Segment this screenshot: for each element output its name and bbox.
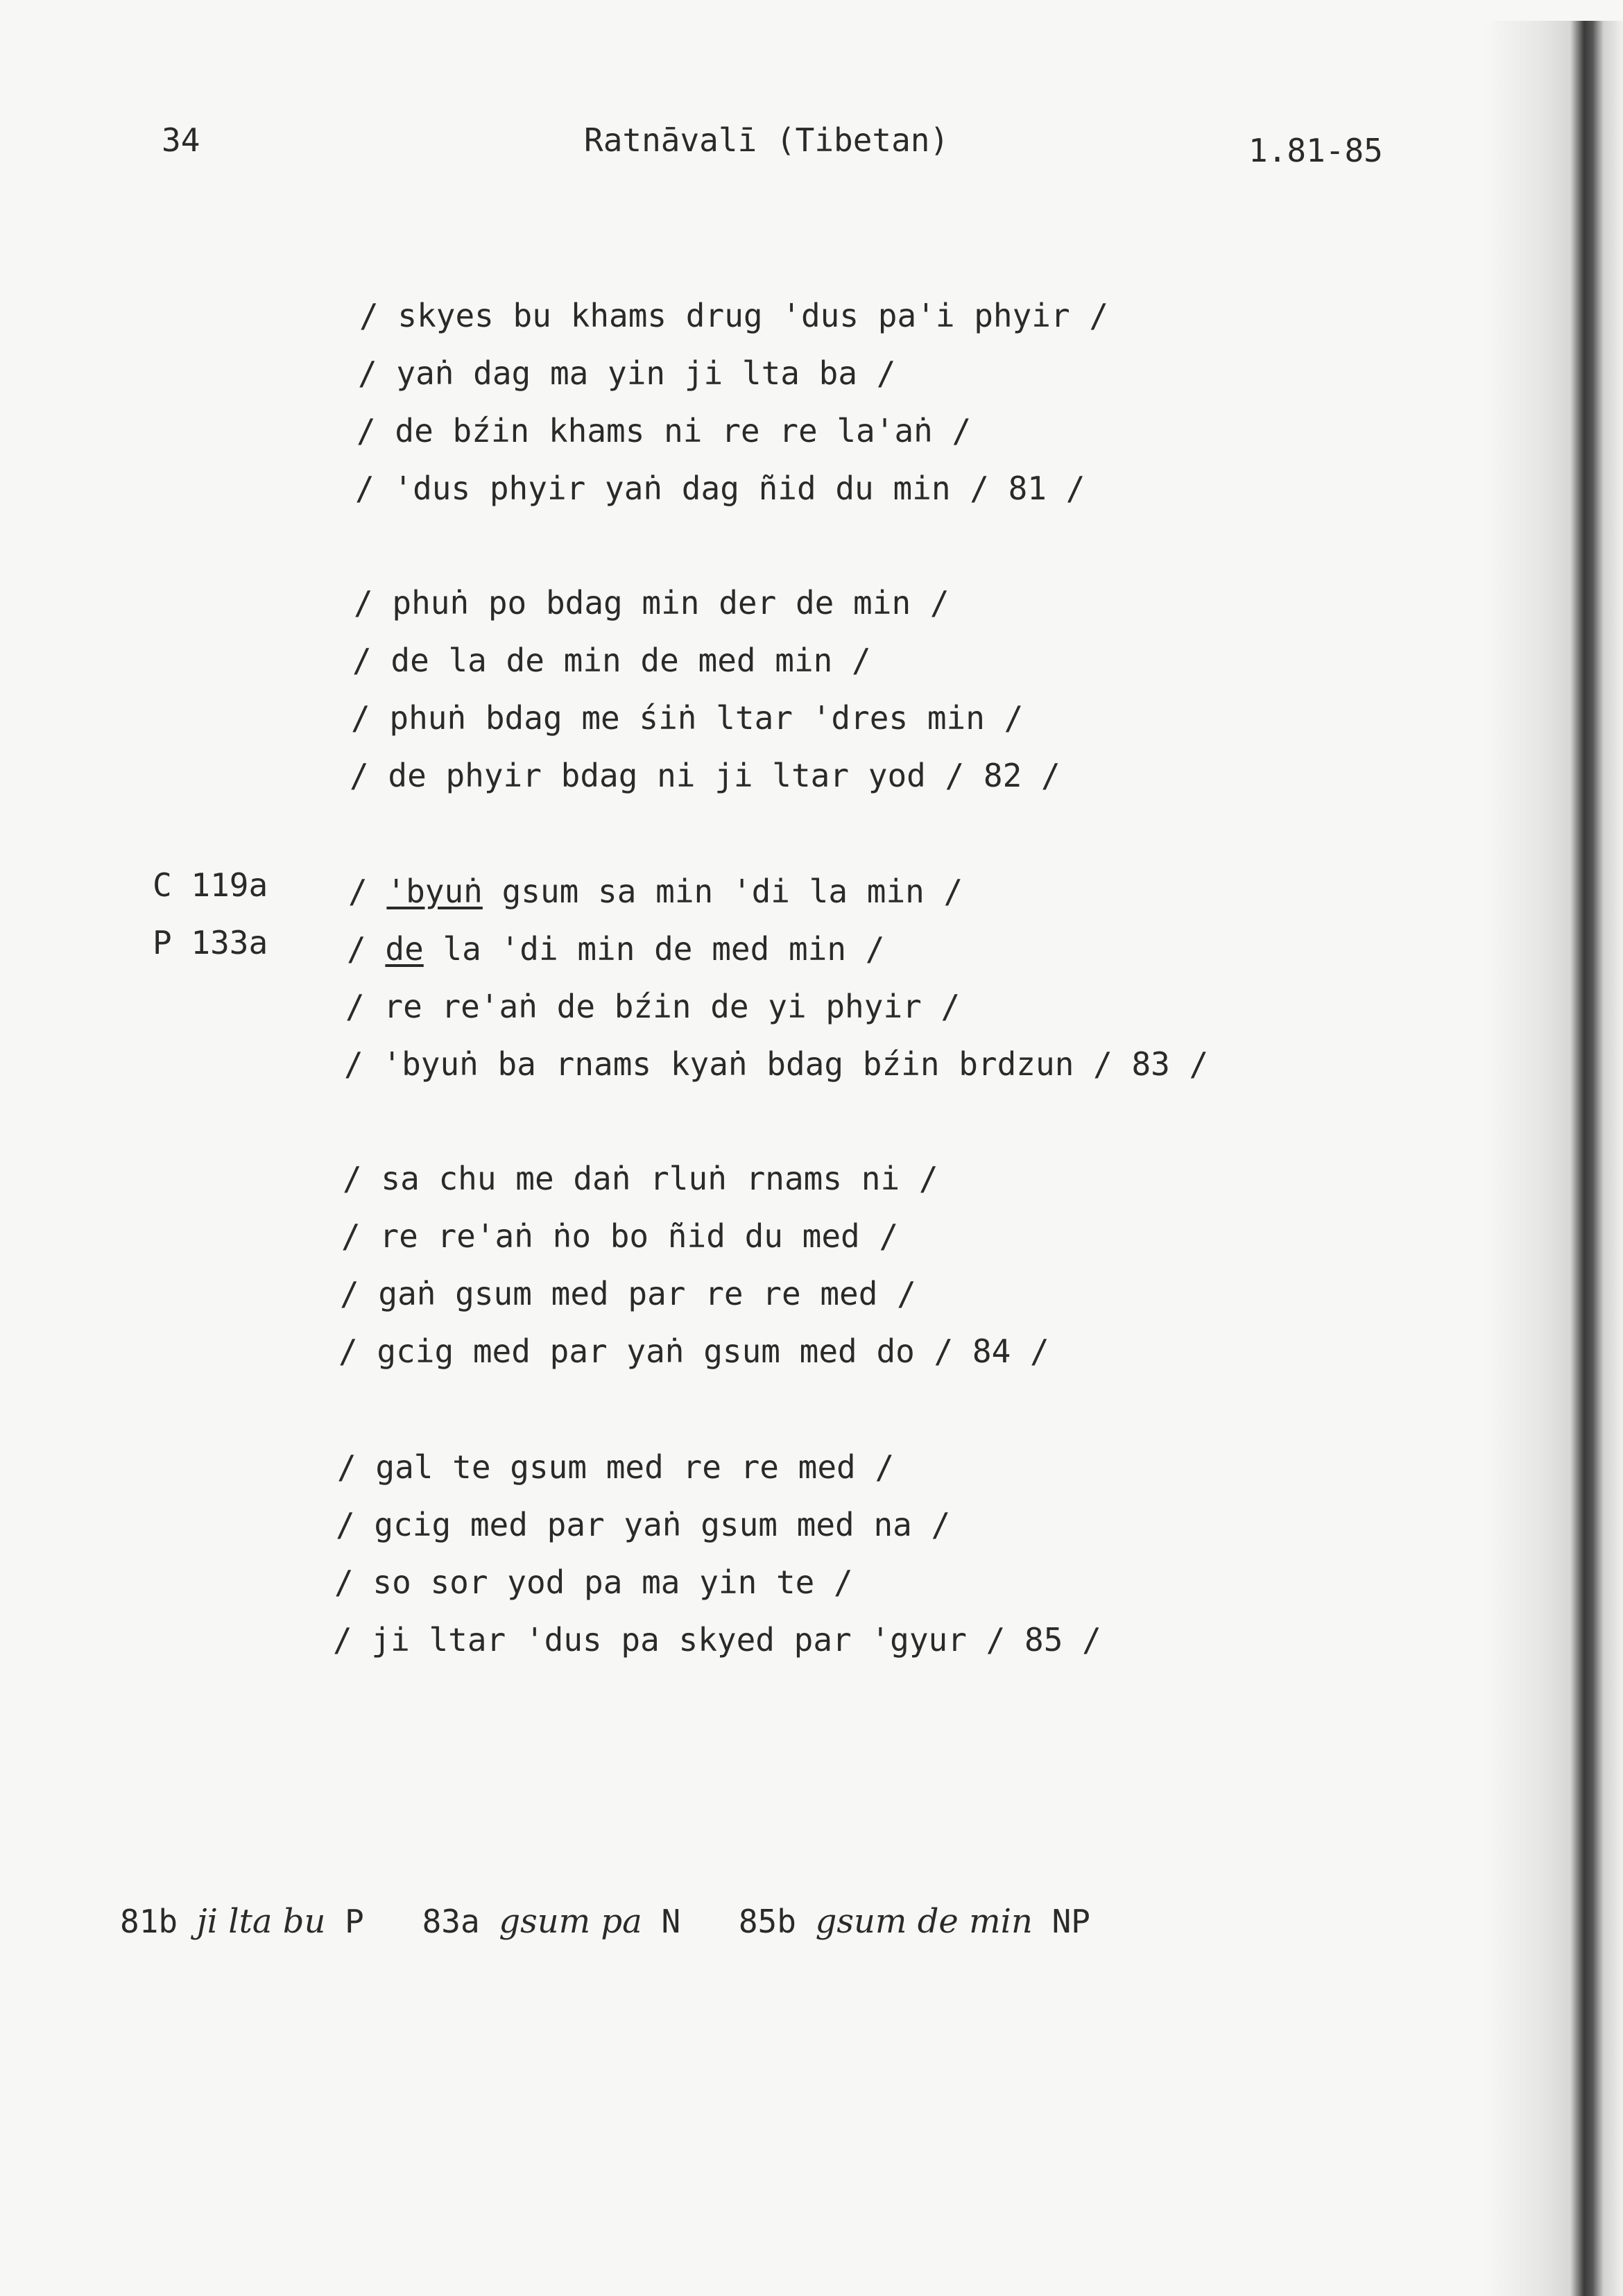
- note-reference: 83a: [422, 1903, 480, 1940]
- running-title: Ratnāvalī (Tibetan): [584, 121, 950, 159]
- note-variant: gsum de min: [815, 1902, 1033, 1941]
- note-reference: 81b: [120, 1903, 178, 1940]
- verse-line: / de phyir bdag ni ji ltar yod / 82 /: [350, 757, 1060, 794]
- note-sigla: P: [345, 1903, 364, 1940]
- verse-line: / re re'aṅ ṅo bo ñid du med /: [341, 1217, 899, 1255]
- verse-line: / ji ltar 'dus pa skyed par 'gyur / 85 /: [333, 1621, 1101, 1659]
- variant-notes: [120, 1902, 1129, 1941]
- line-segment: la 'di min de med min /: [423, 930, 885, 968]
- note-sigla: NP: [1051, 1903, 1090, 1940]
- variant-note: [120, 1903, 364, 1940]
- verse-line: / gcig med par yaṅ gsum med na /: [336, 1506, 951, 1543]
- verse-line: / so sor yod pa ma yin te /: [334, 1563, 853, 1601]
- verse-line: / gcig med par yaṅ gsum med do / 84 /: [338, 1333, 1049, 1370]
- verse-line: / skyes bu khams drug 'dus pa'i phyir /: [359, 297, 1109, 334]
- verse-line: / de la de min de med min /: [352, 642, 871, 679]
- line-segment: gsum sa min 'di la min /: [482, 873, 963, 910]
- verse-line: / yaṅ dag ma yin ji lta ba /: [358, 354, 896, 392]
- note-sigla: N: [661, 1903, 681, 1940]
- binding-edge-shadow: [1484, 21, 1623, 2296]
- verse-line: / re re'aṅ de bźin de yi phyir /: [345, 988, 961, 1025]
- page-number: 34: [162, 121, 200, 159]
- verse-line: / de bźin khams ni re re la'aṅ /: [357, 412, 972, 449]
- verse-line: / 'dus phyir yaṅ dag ñid du min / 81 /: [355, 470, 1085, 507]
- verse-line: / gal te gsum med re re med /: [337, 1448, 895, 1486]
- verse-line: / phuṅ bdag me śiṅ ltar 'dres min /: [351, 699, 1024, 737]
- line-segment: /: [347, 930, 386, 968]
- variant-note: [422, 1903, 681, 1940]
- verse-line: / sa chu me daṅ rluṅ rnams ni /: [343, 1160, 938, 1197]
- underlined-word: de: [385, 930, 424, 968]
- marginal-siglum: P 133a: [153, 924, 268, 961]
- note-variant: ji lta bu: [196, 1902, 326, 1941]
- verse-line: / gaṅ gsum med par re re med /: [340, 1275, 916, 1312]
- verse-range: 1.81-85: [1248, 132, 1383, 169]
- note-reference: 85b: [738, 1903, 796, 1940]
- verse-line: [348, 873, 963, 910]
- variant-note: [739, 1903, 1090, 1940]
- underlined-word: 'byuṅ: [386, 873, 483, 910]
- verse-line: / phuṅ po bdag min der de min /: [354, 584, 950, 622]
- verse-line: [347, 930, 885, 968]
- verse-line: / 'byuṅ ba rnams kyaṅ bdag bźin brdzun / 83 /: [344, 1045, 1209, 1083]
- note-variant: gsum pa: [499, 1902, 642, 1941]
- marginal-siglum: C 119a: [153, 866, 268, 904]
- line-segment: /: [348, 873, 387, 910]
